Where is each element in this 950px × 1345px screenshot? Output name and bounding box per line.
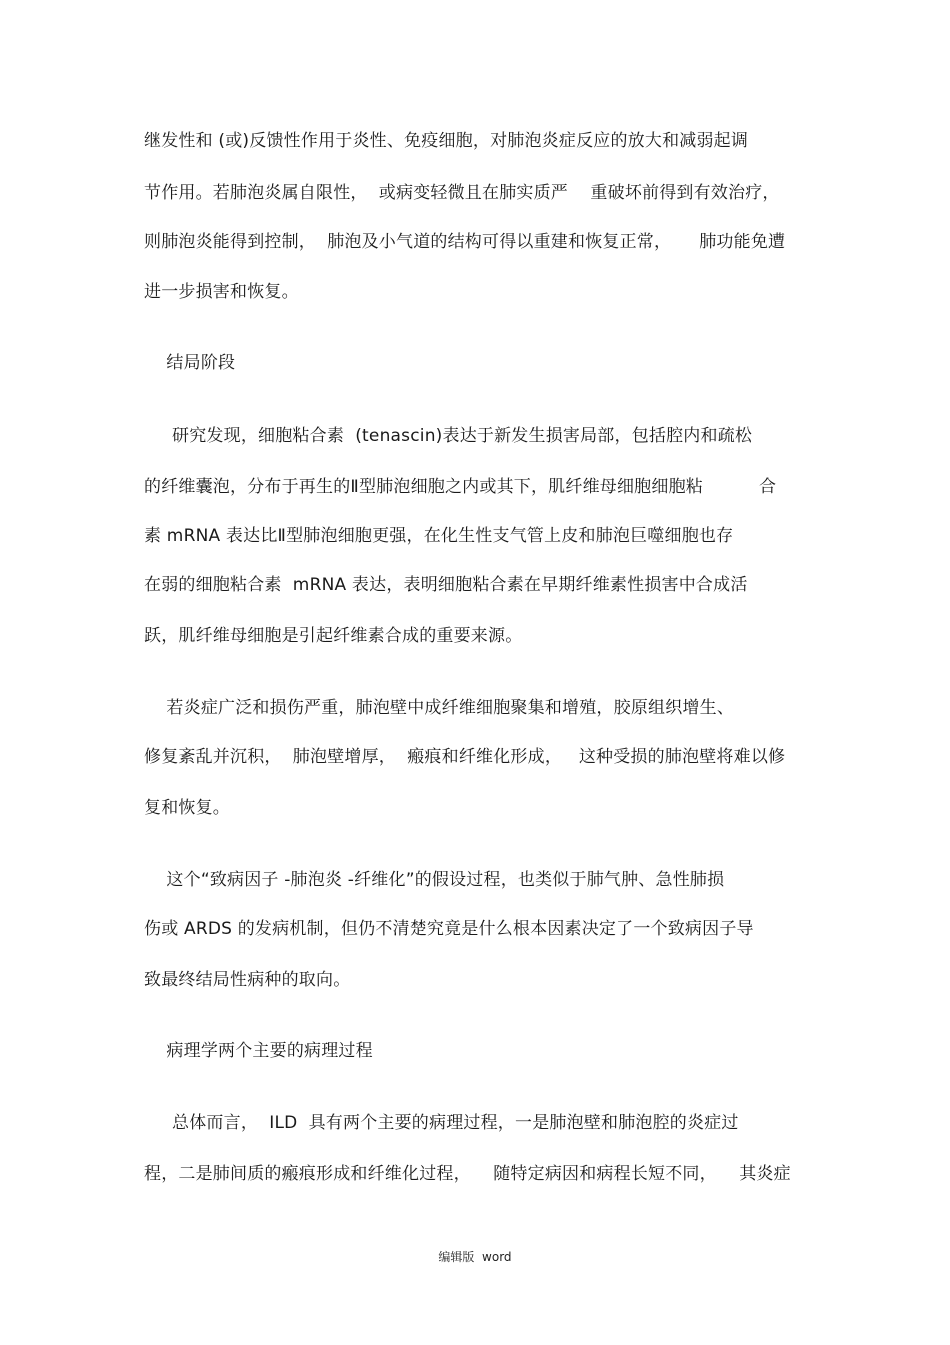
text-line: 跃，肌纤维母细胞是引起纤维素合成的重要来源。 (144, 626, 523, 646)
text-line: 复和恢复。 (144, 798, 230, 818)
text-line: 研究发现，细胞粘合素 (tenascin)表达于新发生损害局部，包括腔内和疏松 (144, 426, 753, 446)
text-line: 在弱的细胞粘合素 mRNA 表达，表明细胞粘合素在早期纤维素性损害中合成活 (144, 575, 748, 595)
text-line: 致最终结局性病种的取向。 (144, 970, 351, 990)
text-line: 则肺泡炎能得到控制， 肺泡及小气道的结构可得以重建和恢复正常， 肺功能免遭 (144, 232, 786, 252)
text-line: 素 mRNA 表达比Ⅱ型肺泡细胞更强，在化生性支气管上皮和肺泡巨噬细胞也存 (144, 526, 734, 546)
page-footer: 编辑版 word (438, 1250, 512, 1264)
text-line: 程，二是肺间质的瘢痕形成和纤维化过程， 随特定病因和病程长短不同， 其炎症 (144, 1164, 791, 1184)
text-line: 继发性和 (或)反馈性作用于炎性、免疫细胞，对肺泡炎症反应的放大和减弱起调 (144, 131, 749, 151)
text-line: 伤或 ARDS 的发病机制，但仍不清楚究竟是什么根本因素决定了一个致病因子导 (144, 919, 754, 939)
text-line: 修复紊乱并沉积， 肺泡壁增厚， 瘢痕和纤维化形成， 这种受损的肺泡壁将难以修 (144, 747, 786, 767)
text-line: 进一步损害和恢复。 (144, 282, 299, 302)
heading-line: 病理学两个主要的病理过程 (144, 1041, 373, 1061)
heading-line: 结局阶段 (144, 353, 236, 373)
text-line: 节作用。若肺泡炎属自限性， 或病变轻微且在肺实质严 重破坏前得到有效治疗， (144, 183, 780, 203)
text-line: 这个“致病因子 -肺泡炎 -纤维化”的假设过程，也类似于肺气肿、急性肺损 (144, 870, 725, 890)
text-line: 总体而言， ILD 具有两个主要的病理过程，一是肺泡壁和肺泡腔的炎症过 (144, 1113, 739, 1133)
text-line: 的纤维囊泡，分布于再生的Ⅱ型肺泡细胞之内或其下，肌纤维母细胞细胞粘 合 (144, 477, 777, 497)
text-line: 若炎症广泛和损伤严重，肺泡壁中成纤维细胞聚集和增殖，胶原组织增生、 (144, 698, 735, 718)
